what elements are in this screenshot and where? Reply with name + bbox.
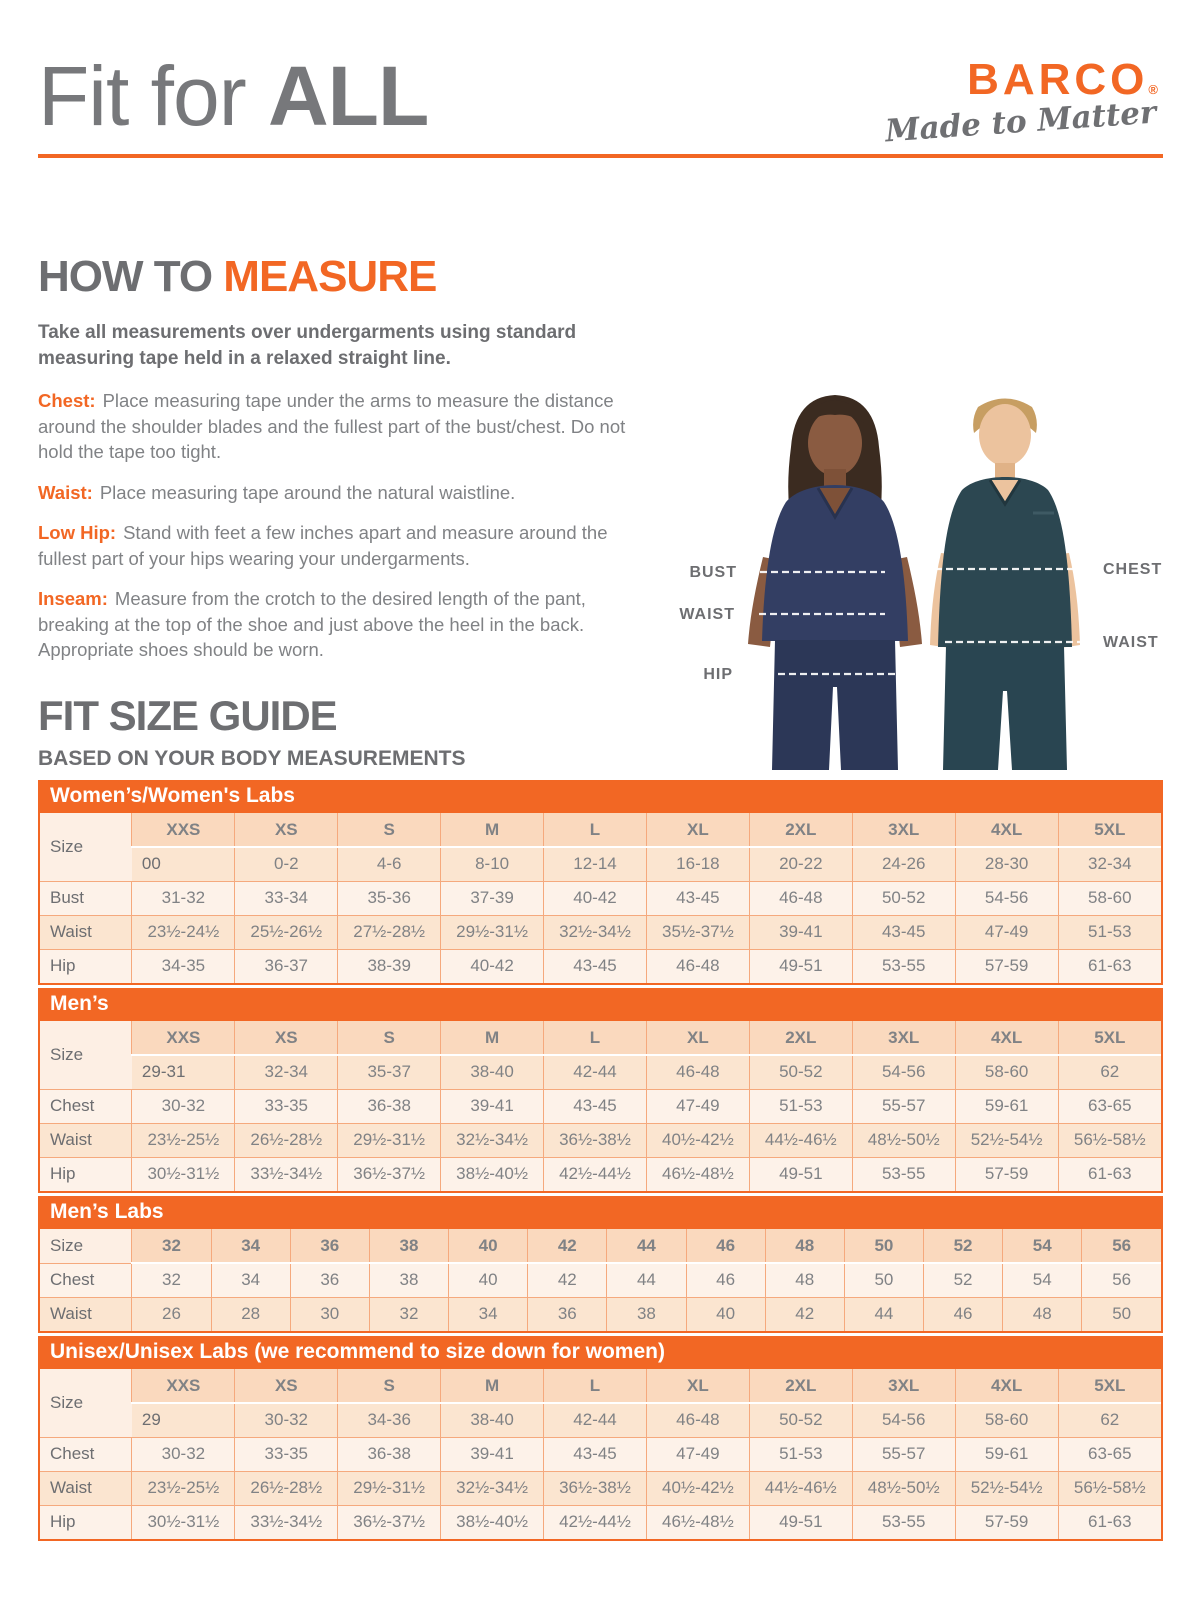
measurement-cell: 59-61	[955, 1089, 1058, 1123]
measurement-cell: 56	[1082, 1263, 1161, 1297]
size-header-cell: 3XL	[852, 813, 955, 847]
brand-name: BARCO®	[967, 55, 1158, 104]
size-number-cell: 46-48	[646, 1403, 749, 1437]
size-numbers-row	[40, 1403, 1161, 1437]
hip-label: HIP	[703, 666, 733, 683]
measurement-row-chest	[40, 1089, 1161, 1123]
size-header-cell: XXS	[132, 813, 235, 847]
size-number-cell: 58-60	[955, 1403, 1058, 1437]
size-table-section-2	[38, 1196, 1163, 1333]
size-header-cell: S	[338, 1021, 441, 1055]
measurement-cell: 40½-42½	[646, 1123, 749, 1157]
measurement-cell: 42½-44½	[544, 1157, 647, 1191]
size-number-cell: 30-32	[235, 1403, 338, 1437]
size-number-cell: 4-6	[338, 847, 441, 881]
size-number-cell: 16-18	[646, 847, 749, 881]
measurement-cell: 36	[528, 1297, 607, 1331]
measurement-cell: 38	[369, 1263, 448, 1297]
measurement-cell: 49-51	[749, 1157, 852, 1191]
row-label-cell: Hip	[40, 1157, 132, 1191]
measurement-cell: 39-41	[441, 1089, 544, 1123]
measurement-cell: 57-59	[955, 1505, 1058, 1539]
measurement-row-waist	[40, 915, 1161, 949]
size-number-cell: 34-36	[338, 1403, 441, 1437]
measurement-cell: 36-38	[338, 1437, 441, 1471]
brand-logo	[883, 55, 1158, 150]
size-table	[40, 813, 1161, 983]
measurement-cell: 40	[449, 1263, 528, 1297]
measurement-cell: 54-56	[955, 881, 1058, 915]
measurement-cell: 53-55	[852, 1505, 955, 1539]
size-header-cell: 46	[686, 1229, 765, 1263]
measurement-cell: 40	[686, 1297, 765, 1331]
table-banner: Men’s Labs	[38, 1196, 1163, 1229]
measurement-cell: 33-35	[235, 1089, 338, 1123]
size-header-cell: M	[441, 813, 544, 847]
size-header-cell: XL	[646, 813, 749, 847]
measurement-cell: 25½-26½	[235, 915, 338, 949]
size-number-cell: 29	[132, 1403, 235, 1437]
bust-label: BUST	[689, 564, 737, 581]
size-header-cell: 40	[449, 1229, 528, 1263]
measurement-cell: 44½-46½	[749, 1123, 852, 1157]
measurement-cell: 23½-25½	[132, 1123, 235, 1157]
size-number-cell: 54-56	[852, 1403, 955, 1437]
measurement-cell: 58-60	[1058, 881, 1161, 915]
table-header-row	[40, 1229, 1161, 1263]
measurement-cell: 29½-31½	[338, 1471, 441, 1505]
size-table-section-1	[38, 988, 1163, 1193]
measurement-cell: 48½-50½	[852, 1123, 955, 1157]
measurement-cell: 36½-38½	[544, 1123, 647, 1157]
size-number-cell: 38-40	[441, 1055, 544, 1089]
measurement-cell: 46	[923, 1297, 1002, 1331]
row-label-cell: Hip	[40, 1505, 132, 1539]
size-header-cell: 3XL	[852, 1369, 955, 1403]
measurement-cell: 30-32	[132, 1437, 235, 1471]
table-wrapper	[38, 1229, 1163, 1333]
row-label-cell: Chest	[40, 1089, 132, 1123]
measurement-cell: 40½-42½	[646, 1471, 749, 1505]
measurement-cell: 44	[607, 1263, 686, 1297]
measurement-cell: 33½-34½	[235, 1505, 338, 1539]
measurement-cell: 48	[765, 1263, 844, 1297]
size-header-cell: XS	[235, 1369, 338, 1403]
measurement-cell: 30½-31½	[132, 1505, 235, 1539]
measurement-row-waist	[40, 1297, 1161, 1331]
size-header-cell: 42	[528, 1229, 607, 1263]
table-banner: Women’s/Women's Labs	[38, 780, 1163, 813]
page-title-bold: ALL	[268, 49, 429, 143]
size-header-cell: 48	[765, 1229, 844, 1263]
measurement-cell: 49-51	[749, 949, 852, 983]
measurement-cell: 36½-37½	[338, 1505, 441, 1539]
measurement-cell: 38½-40½	[441, 1505, 544, 1539]
measurement-cell: 36-38	[338, 1089, 441, 1123]
measurement-cell: 36-37	[235, 949, 338, 983]
size-label-cell: Size	[40, 1021, 132, 1089]
measurement-cell: 39-41	[441, 1437, 544, 1471]
measurement-cell: 42	[528, 1263, 607, 1297]
measurement-cell: 44½-46½	[749, 1471, 852, 1505]
measurement-cell: 35½-37½	[646, 915, 749, 949]
measurement-cell: 54	[1003, 1263, 1082, 1297]
measurement-cell: 30	[290, 1297, 369, 1331]
size-header-cell: 2XL	[749, 1021, 852, 1055]
size-header-cell: 2XL	[749, 813, 852, 847]
measurement-cell: 28	[211, 1297, 290, 1331]
measurement-cell: 48½-50½	[852, 1471, 955, 1505]
measurement-cell: 43-45	[852, 915, 955, 949]
size-number-cell: 20-22	[749, 847, 852, 881]
measurement-cell: 39-41	[749, 915, 852, 949]
measurement-cell: 42	[765, 1297, 844, 1331]
measurement-cell: 32	[369, 1297, 448, 1331]
size-number-cell: 32-34	[1058, 847, 1161, 881]
table-wrapper	[38, 1369, 1163, 1541]
measurement-cell: 53-55	[852, 949, 955, 983]
measurement-cell: 51-53	[1058, 915, 1161, 949]
measure-item-inseam: Inseam: Measure from the crotch to the desired length of the pant, breaking at the top of the shoe and just above the heel in the back. Appropriate shoes should be worn.	[38, 588, 586, 661]
size-header-cell: L	[544, 1369, 647, 1403]
measurement-cell: 30-32	[132, 1089, 235, 1123]
measurement-cell: 43-45	[544, 1089, 647, 1123]
measurement-cell: 32½-34½	[441, 1123, 544, 1157]
size-header-cell: 4XL	[955, 813, 1058, 847]
size-header-cell: 54	[1003, 1229, 1082, 1263]
measurement-cell: 44	[844, 1297, 923, 1331]
measurement-cell: 49-51	[749, 1505, 852, 1539]
measurement-cell: 29½-31½	[338, 1123, 441, 1157]
size-number-cell: 54-56	[852, 1055, 955, 1089]
size-header-cell: 50	[844, 1229, 923, 1263]
size-number-cell: 42-44	[544, 1055, 647, 1089]
measurement-row-waist	[40, 1123, 1161, 1157]
measurement-cell: 26½-28½	[235, 1471, 338, 1505]
measurement-cell: 50	[1082, 1297, 1161, 1331]
measurement-cell: 38-39	[338, 949, 441, 983]
brand-tagline: Made to Matter	[883, 94, 1157, 150]
size-tables-container	[38, 780, 1163, 1541]
measurement-cell: 52½-54½	[955, 1471, 1058, 1505]
size-table	[40, 1229, 1161, 1331]
size-number-cell: 62	[1058, 1055, 1161, 1089]
measurement-cell: 36½-37½	[338, 1157, 441, 1191]
size-header-cell: L	[544, 813, 647, 847]
how-to-measure-title: HOW TO MEASURE	[38, 252, 437, 301]
measurement-row-hip	[40, 1157, 1161, 1191]
measurement-cell: 33-34	[235, 881, 338, 915]
measurement-cell: 30½-31½	[132, 1157, 235, 1191]
measurement-cell: 56½-58½	[1058, 1471, 1161, 1505]
measurement-cell: 34-35	[132, 949, 235, 983]
measure-item-waist: Waist: Place measuring tape around the natural waistline.	[38, 481, 516, 503]
measurement-cell: 46-48	[749, 881, 852, 915]
size-table	[40, 1369, 1161, 1539]
size-header-cell: 52	[923, 1229, 1002, 1263]
size-header-cell: 5XL	[1058, 813, 1161, 847]
measurement-cell: 48	[1003, 1297, 1082, 1331]
measurement-cell: 35-36	[338, 881, 441, 915]
size-header-cell: 34	[211, 1229, 290, 1263]
waist-man-label: WAIST	[1103, 634, 1159, 651]
measurement-cell: 61-63	[1058, 1157, 1161, 1191]
measurement-row-chest	[40, 1437, 1161, 1471]
row-label-cell: Waist	[40, 1123, 132, 1157]
page-title	[38, 48, 428, 145]
measurement-cell: 51-53	[749, 1089, 852, 1123]
size-header-cell: 5XL	[1058, 1021, 1161, 1055]
table-header-row	[40, 813, 1161, 847]
measurement-cell: 34	[211, 1263, 290, 1297]
measurement-cell: 23½-25½	[132, 1471, 235, 1505]
size-header-cell: S	[338, 1369, 441, 1403]
fit-size-guide-subtitle: BASED ON YOUR BODY MEASUREMENTS	[38, 747, 466, 770]
size-header-cell: 4XL	[955, 1021, 1058, 1055]
size-header-cell: XXS	[132, 1369, 235, 1403]
size-number-cell: 50-52	[749, 1055, 852, 1089]
measurement-cell: 52	[923, 1263, 1002, 1297]
measurement-cell: 23½-24½	[132, 915, 235, 949]
measurement-cell: 43-45	[646, 881, 749, 915]
page-title-light: Fit for	[38, 49, 269, 143]
measurement-cell: 63-65	[1058, 1089, 1161, 1123]
row-label-cell: Hip	[40, 949, 132, 983]
table-header-row	[40, 1369, 1161, 1403]
size-label-cell: Size	[40, 1369, 132, 1437]
measurement-cell: 57-59	[955, 1157, 1058, 1191]
size-numbers-row	[40, 1055, 1161, 1089]
size-header-cell: 4XL	[955, 1369, 1058, 1403]
measurement-row-hip	[40, 949, 1161, 983]
measurement-cell: 31-32	[132, 881, 235, 915]
measurement-cell: 52½-54½	[955, 1123, 1058, 1157]
measurement-cell: 43-45	[544, 949, 647, 983]
size-number-cell: 00	[132, 847, 235, 881]
header-divider	[38, 154, 1163, 158]
measurement-cell: 37-39	[441, 881, 544, 915]
size-header-cell: 38	[369, 1229, 448, 1263]
measurement-cell: 47-49	[646, 1089, 749, 1123]
table-banner: Unisex/Unisex Labs (we recommend to size down for women)	[38, 1336, 1163, 1369]
size-number-cell: 29-31	[132, 1055, 235, 1089]
size-header-cell: 44	[607, 1229, 686, 1263]
measurement-cell: 59-61	[955, 1437, 1058, 1471]
measurement-cell: 51-53	[749, 1437, 852, 1471]
chest-label: CHEST	[1103, 561, 1163, 578]
how-to-measure-section	[38, 252, 630, 678]
measurement-cell: 26½-28½	[235, 1123, 338, 1157]
size-number-cell: 62	[1058, 1403, 1161, 1437]
table-banner: Men’s	[38, 988, 1163, 1021]
size-number-cell: 8-10	[441, 847, 544, 881]
measurement-cell: 27½-28½	[338, 915, 441, 949]
measurement-cell: 50-52	[852, 881, 955, 915]
size-header-cell: XL	[646, 1369, 749, 1403]
fit-size-guide-title: FIT SIZE GUIDE	[38, 692, 337, 739]
measurement-cell: 46	[686, 1263, 765, 1297]
measurement-cell: 36	[290, 1263, 369, 1297]
measurement-cell: 33-35	[235, 1437, 338, 1471]
size-header-cell: 5XL	[1058, 1369, 1161, 1403]
measurement-row-bust	[40, 881, 1161, 915]
size-number-cell: 58-60	[955, 1055, 1058, 1089]
measurement-cell: 33½-34½	[235, 1157, 338, 1191]
measurement-cell: 56½-58½	[1058, 1123, 1161, 1157]
measurement-cell: 32½-34½	[544, 915, 647, 949]
measure-intro: Take all measurements over undergarments using standard measuring tape held in a relaxed straight line.	[38, 322, 577, 369]
measurement-cell: 63-65	[1058, 1437, 1161, 1471]
row-label-cell: Chest	[40, 1263, 132, 1297]
waist-woman-label: WAIST	[679, 606, 735, 623]
registered-mark-icon: ®	[1148, 82, 1158, 97]
measurement-cell: 40-42	[544, 881, 647, 915]
measurement-cell: 55-57	[852, 1437, 955, 1471]
measurement-cell: 61-63	[1058, 1505, 1161, 1539]
size-header-cell: 2XL	[749, 1369, 852, 1403]
measurement-cell: 47-49	[646, 1437, 749, 1471]
fit-size-guide-section	[38, 692, 1163, 1544]
size-header-cell: L	[544, 1021, 647, 1055]
measure-item-chest: Chest: Place measuring tape under the arms to measure the distance around the shoulder blades and the fullest part of the bust/chest. Do not hold the tape too tight.	[38, 390, 626, 463]
size-numbers-row	[40, 847, 1161, 881]
row-label-cell: Waist	[40, 915, 132, 949]
measurement-cell: 43-45	[544, 1437, 647, 1471]
size-number-cell: 32-34	[235, 1055, 338, 1089]
row-label-cell: Waist	[40, 1297, 132, 1331]
measurement-cell: 26	[132, 1297, 211, 1331]
size-header-cell: 32	[132, 1229, 211, 1263]
size-header-cell: XL	[646, 1021, 749, 1055]
measurement-cell: 46½-48½	[646, 1157, 749, 1191]
row-label-cell: Chest	[40, 1437, 132, 1471]
size-header-cell: XS	[235, 1021, 338, 1055]
measurement-cell: 53-55	[852, 1157, 955, 1191]
measurement-cell: 46½-48½	[646, 1505, 749, 1539]
measurement-cell: 36½-38½	[544, 1471, 647, 1505]
size-number-cell: 35-37	[338, 1055, 441, 1089]
size-number-cell: 50-52	[749, 1403, 852, 1437]
measurement-cell: 40-42	[441, 949, 544, 983]
size-header-cell: 36	[290, 1229, 369, 1263]
measurement-cell: 61-63	[1058, 949, 1161, 983]
measurement-row-chest	[40, 1263, 1161, 1297]
size-number-cell: 12-14	[544, 847, 647, 881]
measurement-cell: 38	[607, 1297, 686, 1331]
size-number-cell: 28-30	[955, 847, 1058, 881]
measurement-row-hip	[40, 1505, 1161, 1539]
measurement-cell: 47-49	[955, 915, 1058, 949]
table-header-row	[40, 1021, 1161, 1055]
table-wrapper	[38, 813, 1163, 985]
size-table-section-0	[38, 780, 1163, 985]
size-label-cell: Size	[40, 1229, 132, 1263]
measurement-cell: 46-48	[646, 949, 749, 983]
measurement-cell: 32	[132, 1263, 211, 1297]
measurement-row-waist	[40, 1471, 1161, 1505]
measurement-cell: 57-59	[955, 949, 1058, 983]
size-header-cell: S	[338, 813, 441, 847]
measurement-cell: 29½-31½	[441, 915, 544, 949]
size-number-cell: 38-40	[441, 1403, 544, 1437]
row-label-cell: Waist	[40, 1471, 132, 1505]
size-header-cell: M	[441, 1021, 544, 1055]
measurement-cell: 55-57	[852, 1089, 955, 1123]
size-table-section-3	[38, 1336, 1163, 1541]
size-header-cell: 3XL	[852, 1021, 955, 1055]
measurement-cell: 50	[844, 1263, 923, 1297]
size-number-cell: 24-26	[852, 847, 955, 881]
measurement-cell: 34	[449, 1297, 528, 1331]
table-wrapper	[38, 1021, 1163, 1193]
measure-item-low-hip: Low Hip: Stand with feet a few inches apart and measure around the fullest part of your hips wearing your undergarments.	[38, 522, 608, 569]
row-label-cell: Bust	[40, 881, 132, 915]
measurement-cell: 42½-44½	[544, 1505, 647, 1539]
size-header-cell: XS	[235, 813, 338, 847]
size-number-cell: 42-44	[544, 1403, 647, 1437]
size-header-cell: 56	[1082, 1229, 1161, 1263]
size-table	[40, 1021, 1161, 1191]
size-header-cell: XXS	[132, 1021, 235, 1055]
measurement-cell: 38½-40½	[441, 1157, 544, 1191]
size-number-cell: 0-2	[235, 847, 338, 881]
size-header-cell: M	[441, 1369, 544, 1403]
size-number-cell: 46-48	[646, 1055, 749, 1089]
size-label-cell: Size	[40, 813, 132, 881]
measurement-cell: 32½-34½	[441, 1471, 544, 1505]
